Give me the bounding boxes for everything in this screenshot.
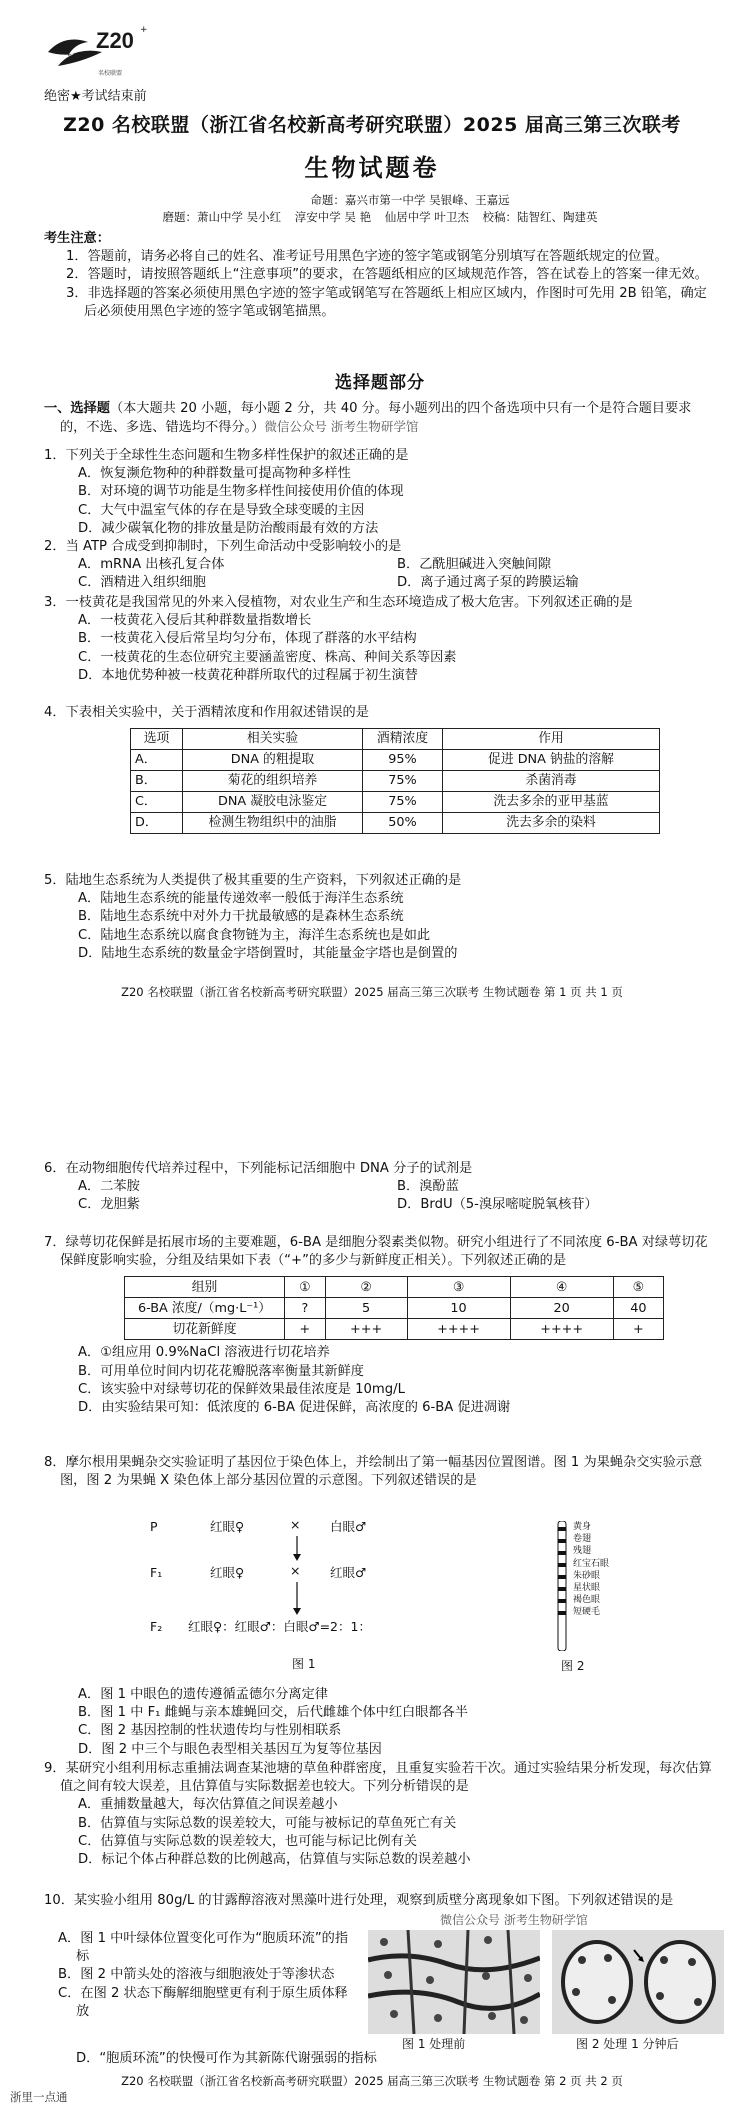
gene-label: 褐色眼 [573, 1595, 601, 1606]
option-c: C．龙胆紫 [78, 1197, 140, 1213]
option-a: A．①组应用 0.9%NaCl 溶液进行切花培养 [78, 1345, 330, 1361]
table-row [125, 1319, 664, 1340]
watermark-text: 微信公众号 浙考生物研学馆 [264, 419, 419, 435]
gene-label: 朱砂眼 [573, 1570, 601, 1581]
fig1-caption: 图 1 处理前 [402, 2037, 466, 2051]
question-10 [44, 1892, 716, 1910]
reviewer: 校稿：陆智红、陶建英 [482, 210, 598, 224]
question-6 [44, 1160, 716, 1215]
table-cell: 50% [363, 813, 443, 834]
cross-diagram [150, 1518, 570, 1678]
page-footer: Z20 名校联盟（浙江省名校新高考研究联盟）2025 届高三第三次联考 生物试题卷 第 2 页 共 2 页 [121, 2074, 623, 2088]
question-10-option-d [58, 2050, 698, 2068]
note-item: 1．答题前，请务必将自己的姓名、准考证号用黑色字迹的签字笔或钢笔分别填写在答题纸规定的位置。 [66, 249, 668, 265]
gene-label: 红宝石眼 [573, 1558, 610, 1569]
option-d: D．由实验结果可知：低浓度的 6-BA 促进保鲜，高浓度的 6-BA 促进凋谢 [78, 1400, 511, 1416]
option-d: D．离子通过离子泵的跨膜运输 [397, 575, 579, 591]
table-cell: ⑤ [613, 1277, 663, 1298]
cross-symbol: × [290, 1517, 301, 1532]
table-row [125, 1277, 664, 1298]
option-a: A．mRNA 出核孔复合体 [78, 557, 225, 573]
option-a: A．陆地生态系统的能量传递效率一般低于海洋生态系统 [78, 891, 404, 907]
option-b: B．可用单位时间内切花花瓣脱落率衡量其新鲜度 [78, 1363, 364, 1379]
option-d: D．“胞质环流”的快慢可作为其新陈代谢强弱的指标 [76, 2051, 377, 2066]
table-cell: 95% [363, 750, 443, 771]
svg-text:Z20: Z20 [96, 28, 134, 53]
gene-label: 星状眼 [573, 1583, 601, 1594]
question-stem: 6．在动物细胞传代培养过程中，下列能标记活细胞中 DNA 分子的试剂是 [44, 1161, 473, 1176]
table-header: 选项 [131, 729, 183, 750]
question-stem: 4．下表相关实验中，关于酒精浓度和作用叙述错误的是 [44, 705, 369, 720]
question-3 [44, 594, 716, 685]
svg-text:+: + [140, 25, 148, 35]
table-header: 作用 [443, 729, 660, 750]
option-d: D．标记个体占种群总数的比例越高，估算值与实际总数的误差越小 [78, 1852, 471, 1868]
table-cell: 菊花的组织培养 [183, 771, 363, 792]
exam-subtitle: 生物试题卷 [304, 154, 440, 182]
page-footer: Z20 名校联盟（浙江省名校新高考研究联盟）2025 届高三第三次联考 生物试题卷 第 1 页 共 1 页 [121, 985, 623, 999]
option-c: C．陆地生态系统以腐食食物链为主，海洋生态系统也是如此 [78, 927, 431, 943]
page-gap [0, 1040, 744, 1140]
table-cell: 20 [510, 1298, 613, 1319]
table-cell: 75% [363, 792, 443, 813]
notes-heading: 考生注意： [44, 231, 110, 246]
option-b: B．图 2 中箭头处的溶液与细胞液处于等渗状态 [58, 1967, 335, 1983]
option-b: B．对环境的调节功能是生物多样性间接使用价值的体现 [78, 484, 404, 500]
author-line: 命题：嘉兴市第一中学 吴银峰、王嘉远 [310, 193, 510, 207]
option-c: C．在图 2 状态下酶解细胞壁更有利于原生质体释放 [58, 1985, 348, 2019]
table-cell: 10 [407, 1298, 510, 1319]
gene-labels [573, 1521, 609, 1619]
secret-label: 绝密★考试结束前 [44, 89, 147, 104]
note-item: 3．非选择题的答案必须使用黑色字迹的签字笔或钢笔写在答题纸上相应区域内，作图时可先用 2B 铅笔，确定后必须使用黑色字迹的签字笔或钢笔描黑。 [66, 285, 707, 319]
table-cell: C． [131, 792, 183, 813]
question-stem: 10．某实验小组用 80g/L 的甘露醇溶液对黑藻叶进行处理，观察到质壁分离现象如下图。下列叙述错误的是 [44, 1893, 674, 1908]
p-male: 白眼♂ [330, 1519, 367, 1534]
question-stem: 1．下列关于全球性生态问题和生物多样性保护的叙述正确的是 [44, 448, 409, 463]
table-header-row [131, 729, 660, 750]
f1-male: 红眼♂ [330, 1565, 367, 1580]
fig2-caption: 图 2 处理 1 分钟后 [576, 2037, 679, 2051]
row-label: 切花新鲜度 [125, 1319, 285, 1340]
table-cell: ++++ [510, 1319, 613, 1340]
watermark-text: 微信公众号 浙考生物研学馆 [440, 1913, 588, 1927]
question-2 [44, 538, 716, 593]
row-label: 6-BA 浓度/（mg·L⁻¹） [125, 1298, 285, 1319]
note-item: 2．答题时，请按照答题纸上“注意事项”的要求，在答题纸相应的区域规范作答，答在试卷上的答案一律无效。 [66, 267, 708, 283]
alcohol-table [130, 728, 660, 834]
option-c: C．一枝黄花的生态位研究主要涵盖密度、株高、种间关系等因素 [78, 649, 457, 665]
table-header: 酒精浓度 [363, 729, 443, 750]
option-c: C．估算值与实际总数的误差较大，也可能与标记比例有关 [78, 1833, 417, 1849]
option-a: A．二苯胺 [78, 1179, 140, 1195]
table-cell: + [285, 1319, 326, 1340]
table-row [125, 1298, 664, 1319]
option-a: A．恢复濒危物种的种群数量可提高物种多样性 [78, 466, 351, 482]
p-label: P [150, 1519, 158, 1534]
question-stem: 7．绿萼切花保鲜是拓展市场的主要难题，6-BA 是细胞分裂素类似物。研究小组进行了不同浓度 6-BA 对绿萼切花保鲜度影响实验，分组及结果如下表（“+”的多少与新鲜度正相关）。下列叙述正确的是 [44, 1235, 708, 1269]
option-b: B．图 1 中 F₁ 雌蝇与亲本雄蝇回交，后代雌雄个体中红白眼都各半 [78, 1705, 468, 1721]
option-a: A．重捕数量越大，每次估算值之间误差越小 [78, 1797, 338, 1813]
reviewer: 淳安中学 吴 艳 [294, 210, 372, 224]
table-cell: 促进 DNA 钠盐的溶解 [443, 750, 660, 771]
option-c: C．酒精进入组织细胞 [78, 575, 206, 591]
question-7 [44, 1234, 716, 1417]
table-cell: ② [325, 1277, 407, 1298]
exam-notes [44, 230, 716, 321]
bottom-note: 浙里一点通 [10, 2090, 68, 2104]
gene-label: 短硬毛 [573, 1607, 601, 1618]
chromosome-icon [557, 1521, 567, 1651]
option-c: C．图 2 基因控制的性状遗传均与性别相联系 [78, 1723, 342, 1739]
micrograph-after-image [552, 1930, 724, 2034]
option-b: B．陆地生态系统中对外力干扰最敏感的是森林生态系统 [78, 909, 404, 925]
cross-symbol: × [290, 1563, 301, 1578]
table-row [131, 813, 660, 834]
f1-label: F₁ [150, 1565, 163, 1580]
question-9 [44, 1760, 716, 1869]
table-cell: ? [285, 1298, 326, 1319]
table-cell: 40 [613, 1298, 663, 1319]
table-cell: 杀菌消毒 [443, 771, 660, 792]
reviewer: 仙居中学 叶卫杰 [384, 210, 469, 224]
question-stem: 3．一枝黄花是我国常见的外来入侵植物，对农业生产和生态环境造成了极大危害。下列叙述正确的是 [44, 595, 633, 610]
table-cell: ④ [510, 1277, 613, 1298]
table-cell: DNA 凝胶电泳鉴定 [183, 792, 363, 813]
option-b: B．乙酰胆碱进入突触间隙 [397, 557, 552, 573]
f2-ratio: 红眼♀：红眼♂：白眼♂=2：1： [188, 1619, 371, 1634]
question-5 [44, 872, 716, 963]
arrow-down-icon [292, 1536, 302, 1562]
reviewer: 磨题：萧山中学 吴小红 [162, 210, 282, 224]
micrograph-before-image [368, 1930, 540, 2034]
f1-female: 红眼♀ [210, 1565, 245, 1580]
table-cell: 75% [363, 771, 443, 792]
option-a: A．图 1 中叶绿体位置变化可作为“胞质环流”的指标 [58, 1931, 349, 1965]
question-4 [44, 704, 716, 834]
table-cell: ① [285, 1277, 326, 1298]
arrow-down-icon [292, 1582, 302, 1616]
gene-label: 卷翅 [573, 1534, 592, 1545]
exam-page-1 [0, 0, 744, 1040]
table-cell: A． [131, 750, 183, 771]
option-a: A．图 1 中眼色的遗传遵循孟德尔分离定律 [78, 1687, 328, 1702]
question-stem: 9．某研究小组利用标志重捕法调查某池塘的草鱼种群密度，且重复实验若干次。通过实验结果分析发现，每次估算值之间有较大误差，且估算值与实际数据差也较大。下列分析错误的是 [44, 1761, 712, 1795]
table-cell: ++++ [407, 1319, 510, 1340]
option-d: D．本地优势种被一枝黄花种群所取代的过程属于初生演替 [78, 667, 418, 683]
option-c: C．大气中温室气体的存在是导致全球变暖的主因 [78, 502, 365, 518]
logo-subtitle: 名校联盟 [98, 70, 123, 77]
exam-title: Z20 名校联盟（浙江省名校新高考研究联盟）2025 届高三第三次联考 [63, 114, 681, 136]
option-d: D．陆地生态系统的数量金字塔倒置时，其能量金字塔也是倒置的 [78, 945, 458, 961]
table-cell: B． [131, 771, 183, 792]
option-b: B．溴酚蓝 [397, 1179, 459, 1195]
table-row [131, 792, 660, 813]
question-10-options [58, 1930, 358, 2021]
question-stem: 8．摩尔根用果蝇杂交实验证明了基因位于染色体上，并绘制出了第一幅基因位置图谱。图 1 为果蝇杂交实验示意图，图 2 为果蝇 X 染色体上部分基因位置的示意图。下列叙述错误的是 [44, 1455, 703, 1489]
f2-label: F₂ [150, 1619, 163, 1634]
table-cell: D． [131, 813, 183, 834]
table-cell: 洗去多余的染料 [443, 813, 660, 834]
reviewer-line [60, 210, 700, 226]
section-intro [44, 400, 716, 437]
option-a: A．一枝黄花入侵后其种群数量指数增长 [78, 613, 312, 629]
option-d: D．减少碳氧化物的排放量是防治酸雨最有效的方法 [78, 520, 379, 536]
question-1 [44, 447, 716, 538]
section-instructions: （本大题共 20 小题，每小题 2 分，共 40 分。每小题列出的四个备选项中只有一个是符合题目要求的，不选、多选、错选均不得分。） [60, 401, 692, 436]
p-female: 红眼♀ [210, 1519, 245, 1534]
option-d: D．BrdU（5-溴尿嘧啶脱氧核苷） [397, 1197, 598, 1213]
question-stem: 5．陆地生态系统为人类提供了极其重要的生产资料，下列叙述正确的是 [44, 873, 462, 888]
x-chromosome-map [557, 1521, 657, 1661]
6ba-table [124, 1276, 664, 1340]
table-cell: DNA 的粗提取 [183, 750, 363, 771]
option-b: B．估算值与实际总数的误差较大，可能与被标记的草鱼死亡有关 [78, 1815, 457, 1831]
option-c: C．该实验中对绿萼切花的保鲜效果最佳浓度是 10mg/L [78, 1381, 405, 1397]
table-row [131, 750, 660, 771]
question-8-options [44, 1686, 716, 1759]
question-8 [44, 1454, 716, 1490]
table-cell: +++ [325, 1319, 407, 1340]
table-row [131, 771, 660, 792]
table-cell: ③ [407, 1277, 510, 1298]
option-d: D．图 2 中三个与眼色表型相关基因互为复等位基因 [78, 1741, 382, 1757]
table-cell: 5 [325, 1298, 407, 1319]
section-title: 选择题部分 [335, 373, 425, 393]
table-cell: + [613, 1319, 663, 1340]
table-cell: 检测生物组织中的油脂 [183, 813, 363, 834]
option-b: B．一枝黄花入侵后常呈均匀分布，体现了群落的水平结构 [78, 631, 417, 647]
fig1-caption: 图 1 [292, 1657, 316, 1671]
fig2-caption: 图 2 [561, 1659, 585, 1673]
gene-label: 黄身 [573, 1522, 592, 1532]
question-stem: 2．当 ATP 合成受到抑制时，下列生命活动中受影响较小的是 [44, 539, 402, 554]
gene-label: 残翅 [573, 1546, 592, 1557]
table-cell: 洗去多余的亚甲基蓝 [443, 792, 660, 813]
row-label: 组别 [125, 1277, 285, 1298]
section-label: 一、选择题 [44, 401, 110, 416]
table-header: 相关实验 [183, 729, 363, 750]
